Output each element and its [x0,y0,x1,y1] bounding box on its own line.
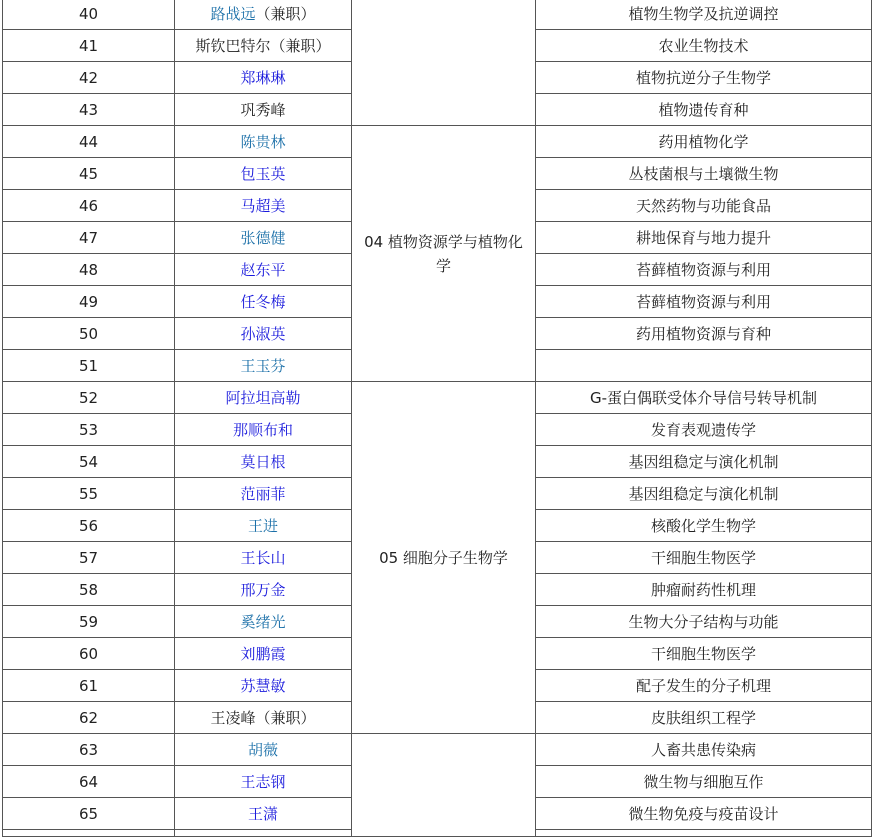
faculty-name-cell [175,30,352,62]
research-field: 微生物免疫与疫苗设计 [536,798,872,830]
research-field: 苔藓植物资源与利用 [536,254,872,286]
research-field: 干细胞生物医学 [536,638,872,670]
faculty-name-link[interactable]: 郑琳琳 [240,69,286,87]
faculty-name-link[interactable]: 王长山 [240,549,286,567]
row-number: 59 [3,606,175,638]
research-field: 生物大分子结构与功能 [536,606,872,638]
faculty-name-text: 巩秀峰 [240,101,286,119]
row-number: 52 [3,382,175,414]
faculty-name-cell [175,478,352,510]
row-number: 54 [3,446,175,478]
faculty-name-link[interactable]: 苏慧敏 [240,677,286,695]
department-cell [352,734,536,837]
research-field: 农业生物技术 [536,30,872,62]
research-field: 植物遗传育种 [536,94,872,126]
faculty-name-cell [175,542,352,574]
research-field: 基因组稳定与演化机制 [536,478,872,510]
research-field: 皮肤组织工程学 [536,702,872,734]
research-field: 微生物与细胞互作 [536,766,872,798]
faculty-name-cell [175,766,352,798]
faculty-name-link[interactable]: 任冬梅 [240,293,286,311]
faculty-table-body [3,0,872,837]
department-cell [352,0,536,126]
empty-cell [3,830,175,837]
row-number: 64 [3,766,175,798]
row-number: 50 [3,318,175,350]
part-time-suffix: （兼职） [255,5,316,23]
row-number: 40 [3,0,175,30]
research-field: 肿瘤耐药性机理 [536,574,872,606]
faculty-name-link[interactable]: 赵东平 [240,261,286,279]
faculty-table [2,0,872,837]
faculty-name-cell [175,638,352,670]
research-field: 基因组稳定与演化机制 [536,446,872,478]
row-number: 43 [3,94,175,126]
research-field: 干细胞生物医学 [536,542,872,574]
research-field: 天然药物与功能食品 [536,190,872,222]
row-number: 62 [3,702,175,734]
faculty-name-link[interactable]: 王进 [247,517,278,535]
research-field: 人畜共患传染病 [536,734,872,766]
research-field: 配子发生的分子机理 [536,670,872,702]
research-field [536,350,872,382]
research-field: 发育表观遗传学 [536,414,872,446]
faculty-name-cell [175,318,352,350]
row-number: 45 [3,158,175,190]
faculty-name-cell [175,190,352,222]
row-number: 42 [3,62,175,94]
department-cell [352,126,536,382]
row-number: 44 [3,126,175,158]
row-number: 60 [3,638,175,670]
table-row [3,0,872,30]
faculty-name-link[interactable]: 路战远 [210,5,256,23]
faculty-name-link[interactable]: 胡薇 [247,741,278,759]
faculty-name-cell [175,126,352,158]
empty-cell [536,830,872,837]
faculty-name-link[interactable]: 王玉芬 [240,357,286,375]
table-row [3,382,872,414]
faculty-name-cell [175,350,352,382]
row-number: 41 [3,30,175,62]
table-row [3,126,872,158]
faculty-name-cell [175,702,352,734]
faculty-name-cell [175,606,352,638]
faculty-name-cell [175,510,352,542]
faculty-name-link[interactable]: 莫日根 [240,453,286,471]
faculty-name-cell [175,286,352,318]
row-number: 53 [3,414,175,446]
row-number: 51 [3,350,175,382]
faculty-name-text: 斯钦巴特尔（兼职） [195,37,331,55]
department-label: 04 植物资源学与植物化学 [364,232,523,275]
faculty-name-link[interactable]: 王志钢 [240,773,286,791]
faculty-name-link[interactable]: 孙淑英 [240,325,286,343]
faculty-name-text: 王凌峰（兼职） [210,709,316,727]
row-number: 65 [3,798,175,830]
faculty-name-cell [175,414,352,446]
faculty-name-link[interactable]: 王潇 [247,805,278,823]
research-field: 植物抗逆分子生物学 [536,62,872,94]
faculty-name-link[interactable]: 刘鹏霞 [240,645,286,663]
empty-cell [175,830,352,837]
faculty-name-link[interactable]: 那顺布和 [232,421,293,439]
faculty-name-cell [175,734,352,766]
faculty-name-cell [175,670,352,702]
research-field: G-蛋白偶联受体介导信号转导机制 [536,382,872,414]
faculty-name-link[interactable]: 阿拉坦高勒 [225,389,301,407]
faculty-name-link[interactable]: 邢万金 [240,581,286,599]
faculty-name-link[interactable]: 范丽菲 [240,485,286,503]
research-field: 苔藓植物资源与利用 [536,286,872,318]
row-number: 49 [3,286,175,318]
faculty-name-cell [175,222,352,254]
row-number: 61 [3,670,175,702]
faculty-name-cell [175,0,352,30]
research-field: 耕地保育与地力提升 [536,222,872,254]
research-field: 核酸化学生物学 [536,510,872,542]
research-field: 药用植物资源与育种 [536,318,872,350]
faculty-name-cell [175,158,352,190]
faculty-name-link[interactable]: 奚绪光 [240,613,286,631]
row-number: 47 [3,222,175,254]
faculty-name-cell [175,94,352,126]
faculty-name-cell [175,62,352,94]
research-field: 植物生物学及抗逆调控 [536,0,872,30]
research-field: 丛枝菌根与土壤微生物 [536,158,872,190]
row-number: 56 [3,510,175,542]
faculty-name-cell [175,382,352,414]
faculty-name-cell [175,254,352,286]
row-number: 63 [3,734,175,766]
row-number: 55 [3,478,175,510]
faculty-name-cell [175,798,352,830]
faculty-name-cell [175,446,352,478]
faculty-name-link[interactable]: 马超美 [240,197,286,215]
department-cell [352,382,536,734]
row-number: 46 [3,190,175,222]
table-row [3,734,872,766]
faculty-name-link[interactable]: 陈贵林 [240,133,286,151]
row-number: 58 [3,574,175,606]
faculty-name-link[interactable]: 包玉英 [240,165,286,183]
row-number: 48 [3,254,175,286]
research-field: 药用植物化学 [536,126,872,158]
faculty-name-cell [175,574,352,606]
row-number: 57 [3,542,175,574]
department-label: 05 细胞分子生物学 [379,548,508,567]
faculty-name-link[interactable]: 张德健 [240,229,286,247]
